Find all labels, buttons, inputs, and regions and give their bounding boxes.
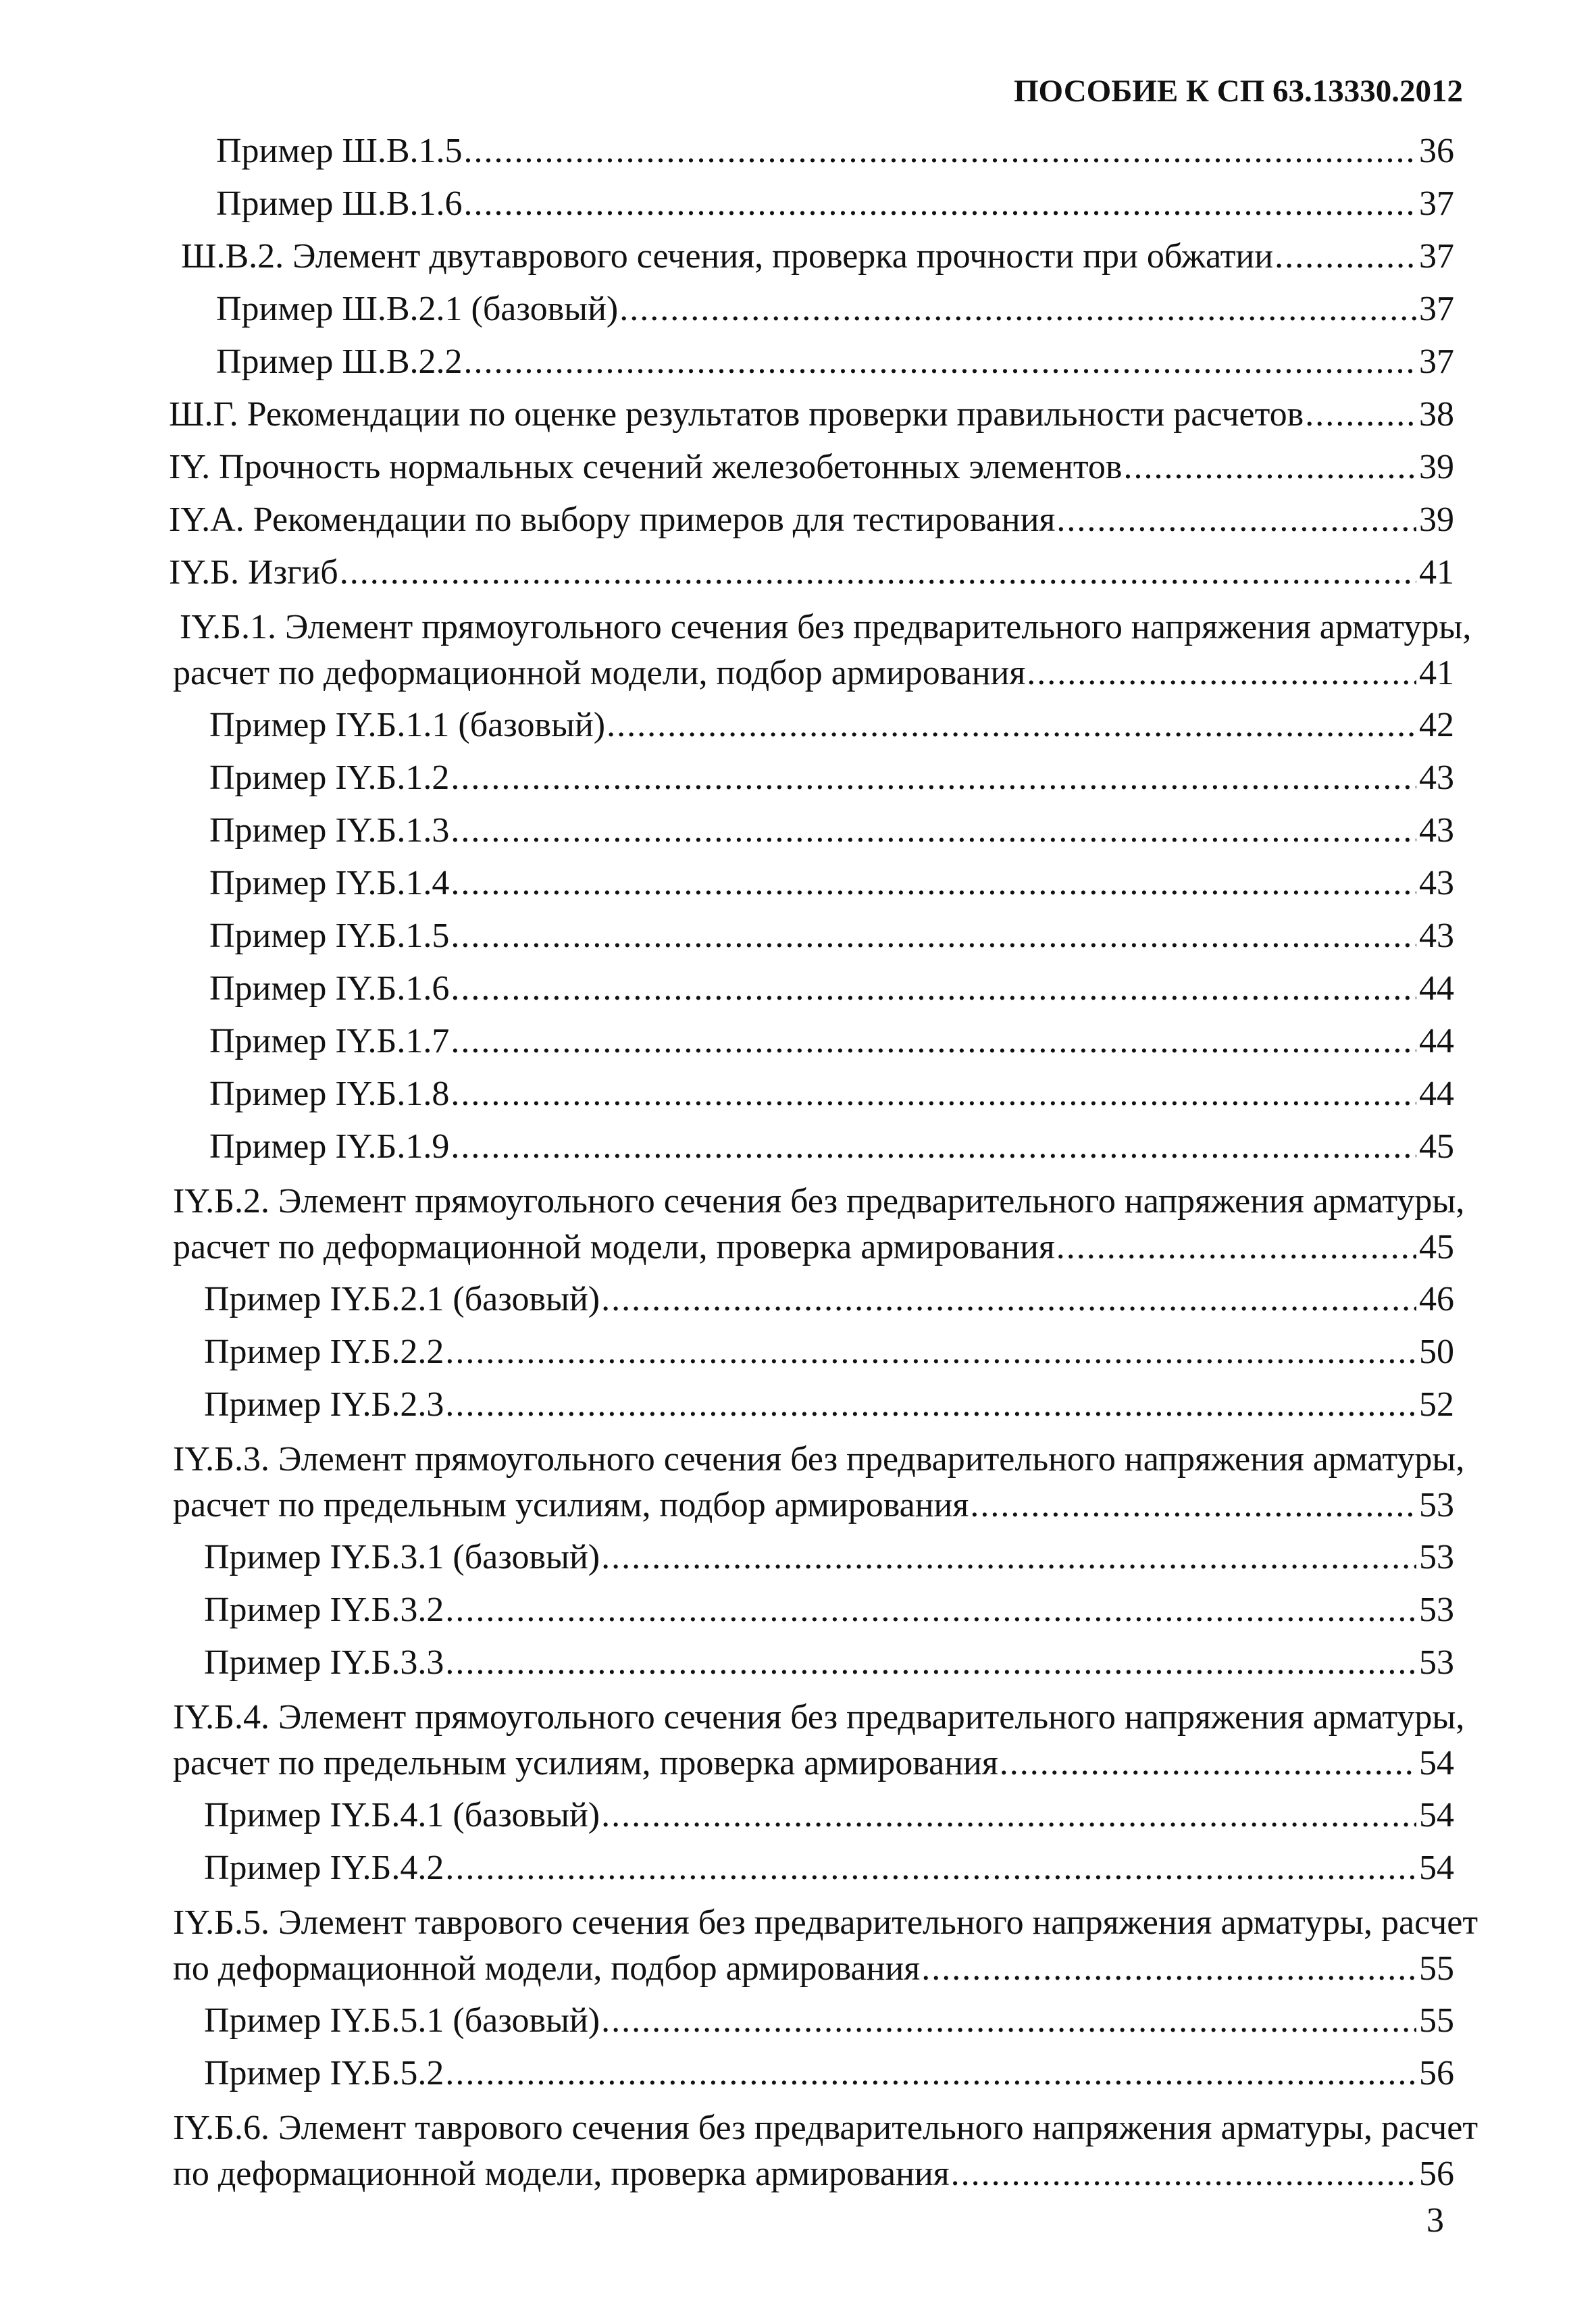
toc-entry[interactable]: [169, 1998, 1454, 2044]
toc-page-number: 53: [1419, 1643, 1454, 1682]
toc-entry[interactable]: [169, 605, 1472, 696]
toc-entry-label: по деформационной модели, проверка армирования: [173, 2155, 950, 2193]
dot-leader: [451, 1019, 1416, 1064]
toc-entry[interactable]: [169, 1845, 1454, 1891]
dot-leader: [451, 860, 1416, 906]
dot-leader: [464, 339, 1416, 385]
dot-leader: [607, 702, 1416, 748]
dot-leader: [601, 1793, 1416, 1839]
dot-leader: [1305, 392, 1416, 438]
toc-entry-label: IY.Б. Изгиб: [169, 553, 338, 592]
toc-entry-label: Пример IY.Б.5.2: [204, 2054, 444, 2092]
toc-entry[interactable]: [169, 1587, 1454, 1633]
toc-page-number: 44: [1419, 1075, 1454, 1113]
toc-page-number: 43: [1419, 759, 1454, 797]
toc-page-number: 38: [1419, 395, 1454, 434]
toc-entry-title-line: IY.Б.5. Элемент таврового сечения без предварительного напряжения арматуры, расчет: [173, 1903, 1478, 1942]
toc-entry[interactable]: [169, 234, 1454, 280]
toc-entry[interactable]: [169, 1179, 1465, 1270]
toc-entry-title-line: IY.Б.6. Элемент таврового сечения без предварительного напряжения арматуры, расчет: [173, 2109, 1478, 2147]
toc-page-number: 43: [1419, 864, 1454, 902]
toc-page-number: 45: [1419, 1127, 1454, 1166]
toc-page-number: 50: [1419, 1333, 1454, 1371]
dot-leader: [451, 1124, 1416, 1170]
toc-entry-label: Пример IY.Б.5.1 (базовый): [204, 2001, 600, 2040]
toc-page-number: 53: [1419, 1486, 1454, 1524]
dot-leader: [451, 808, 1416, 854]
toc-entry[interactable]: [169, 2105, 1478, 2197]
dot-leader: [464, 128, 1416, 174]
toc-page-number: 54: [1419, 1796, 1454, 1834]
dot-leader: [921, 1946, 1416, 1992]
toc-entry[interactable]: [169, 755, 1454, 801]
toc-page-number: 54: [1419, 1849, 1454, 1887]
toc-entry-label: Пример IY.Б.1.8: [209, 1075, 450, 1113]
toc-entry-label: Пример IY.Б.1.9: [209, 1127, 450, 1166]
toc-entry-label: IY. Прочность нормальных сечений железобетонных элементов: [169, 448, 1123, 486]
toc-entry-title-line: IY.Б.1. Элемент прямоугольного сечения без предварительного напряжения арматуры,: [180, 608, 1472, 646]
dot-leader: [1000, 1741, 1416, 1786]
dot-leader: [340, 550, 1416, 596]
toc-entry[interactable]: [169, 286, 1454, 332]
dot-leader: [445, 2051, 1416, 2097]
dot-leader: [445, 1845, 1416, 1891]
toc-page-number: 56: [1419, 2155, 1454, 2193]
dot-leader: [445, 1382, 1416, 1428]
toc-entry[interactable]: [169, 808, 1454, 854]
dot-leader: [1275, 234, 1416, 280]
dot-leader: [464, 181, 1416, 227]
toc-entry-label: Пример IY.Б.1.6: [209, 969, 450, 1008]
dot-leader: [601, 1998, 1416, 2044]
toc-page-number: 54: [1419, 1744, 1454, 1782]
toc-entry-label: по деформационной модели, подбор армирования: [173, 1949, 921, 1988]
toc-entry[interactable]: [169, 392, 1454, 438]
toc-page-number: 44: [1419, 1022, 1454, 1060]
toc-entry-label: Пример IY.Б.4.2: [204, 1849, 444, 1887]
dot-leader: [951, 2151, 1416, 2197]
dot-leader: [1056, 1225, 1416, 1270]
dot-leader: [451, 1071, 1416, 1117]
toc-entry[interactable]: [169, 128, 1454, 174]
toc-entry-label: Пример IY.Б.1.5: [209, 917, 450, 955]
dot-leader: [601, 1535, 1416, 1580]
toc-entry-label: IY.А. Рекомендации по выбору примеров для тестирования: [169, 500, 1056, 539]
toc-entry-label: Пример IY.Б.1.3: [209, 811, 450, 850]
dot-leader: [1056, 497, 1416, 543]
toc-entry[interactable]: [169, 1382, 1454, 1428]
toc-page-number: 43: [1419, 811, 1454, 850]
toc-entry-label: Пример IY.Б.3.1 (базовый): [204, 1538, 600, 1576]
toc-page-number: 39: [1419, 500, 1454, 539]
toc-page-number: 37: [1419, 184, 1454, 223]
toc-entry-label: Ш.В.2. Элемент двутаврового сечения, проверка прочности при обжатии: [181, 237, 1274, 276]
toc-page-number: 42: [1419, 706, 1454, 744]
toc-page-number: 43: [1419, 917, 1454, 955]
toc-page-number: 37: [1419, 342, 1454, 381]
toc-page-number: 53: [1419, 1538, 1454, 1576]
toc-entry[interactable]: [169, 1535, 1454, 1580]
dot-leader: [1123, 444, 1416, 490]
toc-entry-label: Ш.Г. Рекомендации по оценке результатов проверки правильности расчетов: [169, 395, 1304, 434]
dot-leader: [451, 755, 1416, 801]
toc-entry-title-line: IY.Б.4. Элемент прямоугольного сечения без предварительного напряжения арматуры,: [173, 1698, 1465, 1737]
toc-entry[interactable]: [169, 339, 1454, 385]
dot-leader: [445, 1329, 1416, 1375]
toc-entry[interactable]: [169, 702, 1454, 748]
toc-entry-label: Пример IY.Б.2.2: [204, 1333, 444, 1371]
toc-entry-label: Пример IY.Б.2.3: [204, 1385, 444, 1424]
toc-entry-label: расчет по предельным усилиям, проверка армирования: [173, 1744, 998, 1782]
toc-page-number: 36: [1419, 132, 1454, 170]
toc-entry[interactable]: [169, 1900, 1478, 1992]
toc-entry-label: Пример Ш.В.1.6: [216, 184, 463, 223]
toc-entry[interactable]: [169, 1437, 1465, 1528]
dot-leader: [1027, 650, 1416, 696]
toc-entry-title-line: IY.Б.3. Элемент прямоугольного сечения без предварительного напряжения арматуры,: [173, 1440, 1465, 1479]
toc-entry[interactable]: [169, 860, 1454, 906]
dot-leader: [445, 1587, 1416, 1633]
toc-entry[interactable]: [169, 1640, 1454, 1686]
toc-page-number: 37: [1419, 237, 1454, 276]
toc-entry-label: Пример IY.Б.1.1 (базовый): [209, 706, 606, 744]
toc-entry-label: Пример IY.Б.1.7: [209, 1022, 450, 1060]
toc-entry[interactable]: [169, 913, 1454, 959]
dot-leader: [601, 1277, 1416, 1322]
dot-leader: [970, 1483, 1416, 1528]
toc-entry[interactable]: [169, 1329, 1454, 1375]
toc-entry[interactable]: [169, 497, 1454, 543]
toc-entry-label: Пример Ш.В.2.2: [216, 342, 463, 381]
toc-entry-label: Пример IY.Б.4.1 (базовый): [204, 1796, 600, 1834]
toc-entry[interactable]: [169, 1277, 1454, 1322]
toc-page-number: 41: [1419, 654, 1454, 692]
dot-leader: [451, 913, 1416, 959]
toc-page-number: 45: [1419, 1228, 1454, 1266]
toc-page-number: 39: [1419, 448, 1454, 486]
toc-entry[interactable]: [169, 444, 1454, 490]
toc-entry[interactable]: [169, 1019, 1454, 1064]
dot-leader: [445, 1640, 1416, 1686]
toc-entry-label: Пример IY.Б.1.4: [209, 864, 450, 902]
toc-page-number: 52: [1419, 1385, 1454, 1424]
toc-entry[interactable]: [169, 966, 1454, 1012]
toc-page-number: 55: [1419, 2001, 1454, 2040]
toc-page-number: 56: [1419, 2054, 1454, 2092]
toc-page-number: 44: [1419, 969, 1454, 1008]
document-header: ПОСОБИЕ К СП 63.13330.2012: [1014, 74, 1463, 109]
toc-entry-label: Пример IY.Б.1.2: [209, 759, 450, 797]
toc-entry[interactable]: [169, 1793, 1454, 1839]
toc-entry[interactable]: [169, 1695, 1465, 1786]
toc-entry-label: Пример Ш.В.1.5: [216, 132, 463, 170]
dot-leader: [619, 286, 1416, 332]
toc-entry-label: Пример Ш.В.2.1 (базовый): [216, 290, 619, 328]
dot-leader: [451, 966, 1416, 1012]
toc-entry-label: Пример IY.Б.3.2: [204, 1591, 444, 1629]
toc-entry-label: расчет по деформационной модели, подбор армирования: [173, 654, 1026, 692]
toc-page-number: 53: [1419, 1591, 1454, 1629]
page-number: 3: [1426, 2201, 1444, 2240]
toc-entry[interactable]: [169, 2051, 1454, 2097]
toc-entry-label: расчет по деформационной модели, проверка армирования: [173, 1228, 1055, 1266]
toc-page-number: 41: [1419, 553, 1454, 592]
toc-entry-label: расчет по предельным усилиям, подбор армирования: [173, 1486, 969, 1524]
toc-page-number: 37: [1419, 290, 1454, 328]
toc-entry[interactable]: [169, 550, 1454, 596]
toc-page-number: 55: [1419, 1949, 1454, 1988]
toc-entry[interactable]: [169, 1124, 1454, 1170]
toc-entry[interactable]: [169, 181, 1454, 227]
toc-entry-label: Пример IY.Б.2.1 (базовый): [204, 1280, 600, 1318]
toc-entry[interactable]: [169, 1071, 1454, 1117]
toc-entry-title-line: IY.Б.2. Элемент прямоугольного сечения без предварительного напряжения арматуры,: [173, 1182, 1465, 1220]
toc-entry-label: Пример IY.Б.3.3: [204, 1643, 444, 1682]
toc-page-number: 46: [1419, 1280, 1454, 1318]
